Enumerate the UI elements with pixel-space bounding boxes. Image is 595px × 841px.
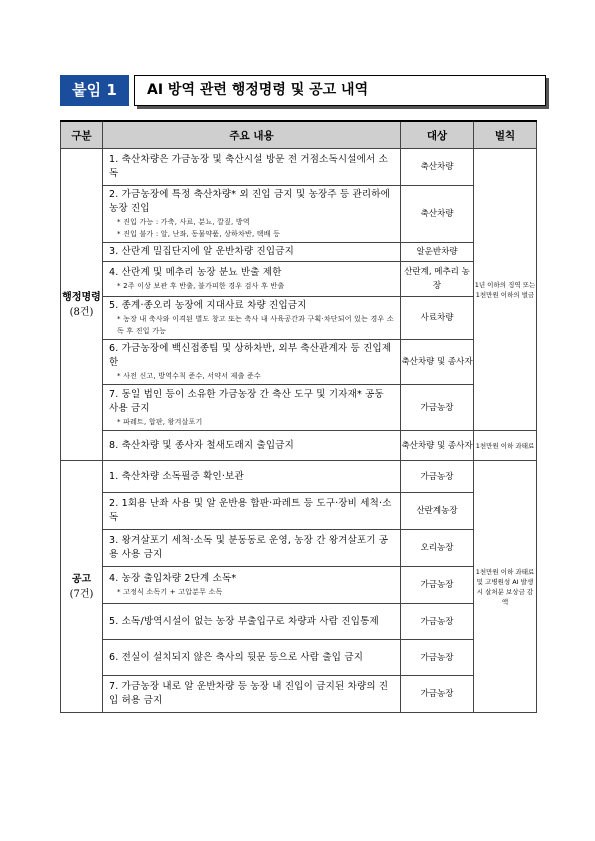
item-content-cell [103, 243, 401, 262]
column-header: 대상 [401, 121, 474, 149]
penalty-cell: 1천만원 이하 과태료 및 고병원성 AI 발생시 살처분 보상금 감액 [474, 461, 537, 713]
target-cell: 오리농장 [401, 530, 474, 567]
target-cell: 축산차량 및 종사자 [401, 431, 474, 461]
table-row [61, 149, 537, 186]
item-text: 3. 왕겨살포기 세척·소독 및 분동동로 운영, 농장 간 왕겨살포기 공용 사용 금지 [109, 535, 389, 560]
item-text: 6. 전실이 설치되지 않은 축사의 뒷문 등으로 사람 출입 금지 [109, 651, 364, 663]
column-header: 벌칙 [474, 121, 537, 149]
table-row [61, 461, 537, 493]
table-row [61, 340, 537, 385]
item-subnote: * 파레트, 합판, 왕겨살포기 [117, 417, 203, 426]
item-content-cell [103, 676, 401, 713]
target-cell: 가금농장 [401, 640, 474, 676]
item-text: 7. 동일 법인 등이 소유한 가금농장 간 축산 도구 및 기자재* 공동 사용 금지 [109, 388, 384, 414]
target-cell: 축산차량 및 종사자 [401, 340, 474, 385]
table-row [61, 186, 537, 243]
item-text: 8. 축산차량 및 종사자 철새도래지 출입금지 [109, 439, 294, 451]
table-row [61, 431, 537, 461]
target-cell: 축산차량 [401, 149, 474, 186]
item-text: 5. 종계·종오리 농장에 지대사료 차량 진입금지 [109, 300, 307, 311]
item-content-cell [103, 340, 401, 385]
table-row [61, 567, 537, 604]
item-subnote: * 진입 불가 : 알, 난좌, 동물약품, 상하차반, 택배 등 [117, 230, 281, 238]
item-content-cell [103, 461, 401, 493]
column-header: 구분 [61, 121, 103, 149]
item-subnote: * 농장 내 축사와 이격된 별도 창고 또는 축사 내 사육공간과 구획·차단되어 있는 경우 소독 후 진입 가능 [117, 315, 394, 335]
item-content-cell [103, 149, 401, 186]
table-row [61, 676, 537, 713]
table-row [61, 640, 537, 676]
category-cell [61, 149, 103, 461]
target-cell: 알운반차량 [401, 243, 474, 262]
item-text: 1. 축산차량은 가금농장 및 축산시설 방문 전 거점소독시설에서 소독 [109, 154, 389, 179]
penalty-cell: 1년 이하의 징역 또는 1천만원 이하의 벌금 [474, 149, 537, 431]
page-title: AI 방역 관련 행정명령 및 공고 내역 [134, 75, 546, 106]
item-content-cell [103, 385, 401, 431]
item-text: 2. 가금농장에 특정 축산차량* 외 진입 금지 및 농장주 등 관리하에 농장 진입 [109, 189, 391, 214]
table-row [61, 530, 537, 567]
table-row [61, 297, 537, 340]
table-row [61, 385, 537, 431]
target-cell: 산란계, 메추리 농장 [401, 262, 474, 297]
category-count: (8건) [69, 306, 94, 318]
item-subnote: * 2주 이상 보관 후 반출, 불가피한 경우 검사 후 반출 [117, 282, 285, 290]
target-cell: 가금농장 [401, 567, 474, 604]
item-content-cell [103, 604, 401, 640]
measures-table [60, 120, 537, 713]
item-text: 3. 산란계 밀집단지에 알 운반차량 진입금지 [109, 246, 294, 257]
category-label: 공고 [71, 573, 92, 585]
category-count: (7건) [69, 588, 94, 600]
table-row [61, 243, 537, 262]
item-text: 6. 가금농장에 백신접종팀 및 상하차반, 외부 축산관계자 등 진입제한 [109, 343, 392, 368]
column-header: 주요 내용 [103, 121, 401, 149]
target-cell: 가금농장 [401, 676, 474, 713]
item-content-cell [103, 530, 401, 567]
target-cell: 가금농장 [401, 461, 474, 493]
title-area [60, 75, 536, 106]
category-label: 행정명령 [62, 291, 101, 303]
item-content-cell [103, 567, 401, 604]
table-row [61, 604, 537, 640]
target-cell: 가금농장 [401, 604, 474, 640]
target-cell: 사료차량 [401, 297, 474, 340]
item-text: 4. 농장 출입차량 2단계 소독* [109, 573, 237, 584]
item-subnote: * 진입 가능 : 가축, 사료, 분뇨, 깔짚, 방역 [117, 218, 250, 226]
table-row [61, 493, 537, 530]
category-cell [61, 461, 103, 713]
item-content-cell [103, 297, 401, 340]
target-cell: 축산차량 [401, 186, 474, 243]
item-content-cell [103, 493, 401, 530]
item-subnote: * 고정식 소독기 + 고압분무 소독 [117, 588, 223, 596]
table-row [61, 262, 537, 297]
item-text: 4. 산란계 및 메추리 농장 분뇨 반출 제한 [109, 267, 282, 278]
table-header-row [61, 121, 537, 149]
attachment-badge: 붙임 1 [60, 75, 129, 106]
item-subnote: * 사전 신고, 방역수칙 준수, 서약서 제출 준수 [117, 372, 261, 380]
item-text: 1. 축산차량 소독필증 확인·보관 [109, 470, 244, 482]
target-cell: 산란계농장 [401, 493, 474, 530]
item-text: 2. 1회용 난좌 사용 및 알 운반용 합판·파레트 등 도구·장비 세척·소독 [109, 498, 392, 523]
penalty-cell: 1천만원 이하 과태료 [474, 431, 537, 461]
item-text: 7. 가금농장 내로 알 운반차량 등 농장 내 진입이 금지된 차량의 진입 허용 금지 [109, 681, 389, 706]
item-content-cell [103, 431, 401, 461]
target-cell: 가금농장 [401, 385, 474, 431]
item-content-cell [103, 262, 401, 297]
item-content-cell [103, 640, 401, 676]
item-text: 5. 소독/방역시설이 없는 농장 부출입구로 차량과 사람 진입통제 [109, 615, 379, 627]
item-content-cell [103, 186, 401, 243]
